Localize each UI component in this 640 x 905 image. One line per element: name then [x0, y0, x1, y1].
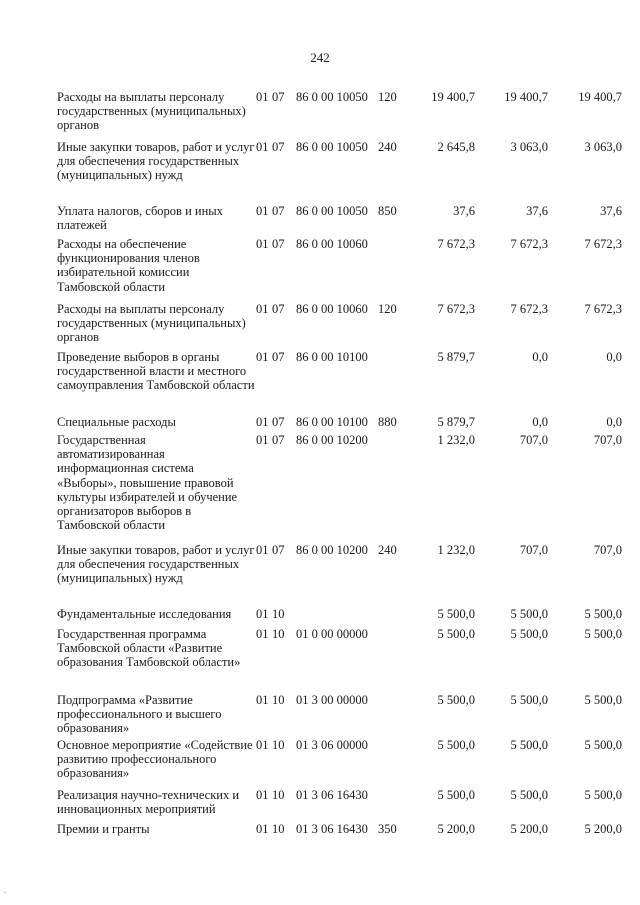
row-section: 01	[256, 822, 269, 836]
row-value-3: 0,0	[606, 350, 622, 364]
row-value-2: 7 672,3	[510, 302, 548, 316]
row-subsection: 07	[272, 433, 285, 447]
scan-mark: .	[4, 886, 6, 895]
row-name: Уплата налогов, сборов и иных платежей	[57, 204, 223, 233]
row-value-3: 5 500,0	[584, 788, 622, 802]
row-target-code: 01 3 06 16430	[296, 788, 368, 802]
row-value-1: 1 232,0	[437, 433, 475, 447]
row-value-1: 5 500,0	[437, 693, 475, 707]
row-name: Премии и гранты	[57, 822, 150, 836]
row-target-code: 86 0 00 10100	[296, 415, 368, 429]
row-value-3: 7 672,3	[584, 302, 622, 316]
row-section: 01	[256, 788, 269, 802]
row-subsection: 07	[272, 350, 285, 364]
row-expense-type: 850	[378, 204, 397, 218]
row-value-2: 19 400,7	[504, 90, 548, 104]
row-subsection: 10	[272, 607, 285, 621]
row-name: Основное мероприятие «Содействие развитию профессионального образования»	[57, 738, 253, 781]
row-section: 01	[256, 350, 269, 364]
row-target-code: 86 0 00 10100	[296, 350, 368, 364]
row-value-2: 707,0	[519, 543, 548, 557]
row-section: 01	[256, 738, 269, 752]
row-value-1: 5 500,0	[437, 738, 475, 752]
row-section: 01	[256, 140, 269, 154]
row-value-2: 5 500,0	[510, 693, 548, 707]
row-expense-type: 120	[378, 90, 397, 104]
row-section: 01	[256, 90, 269, 104]
row-section: 01	[256, 415, 269, 429]
row-name: Иные закупки товаров, работ и услуг для обеспечения государственных (муниципальных) нужд	[57, 543, 255, 586]
row-target-code: 01 3 00 00000	[296, 693, 368, 707]
row-name: Государственная программа Тамбовской области «Развитие образования Тамбовской области»	[57, 627, 241, 670]
row-section: 01	[256, 302, 269, 316]
row-target-code: 86 0 00 10060	[296, 237, 368, 251]
row-name: Реализация научно-технических и инновационных мероприятий	[57, 788, 240, 817]
row-value-1: 5 200,0	[437, 822, 475, 836]
row-section: 01	[256, 693, 269, 707]
page-number: 242	[310, 50, 330, 65]
row-target-code: 86 0 00 10200	[296, 543, 368, 557]
row-subsection: 07	[272, 302, 285, 316]
row-expense-type: 880	[378, 415, 397, 429]
row-name: Иные закупки товаров, работ и услуг для обеспечения государственных (муниципальных) нужд	[57, 140, 255, 183]
row-target-code: 86 0 00 10200	[296, 433, 368, 447]
row-expense-type: 120	[378, 302, 397, 316]
row-section: 01	[256, 204, 269, 218]
row-value-1: 5 500,0	[437, 607, 475, 621]
row-value-3: 707,0	[593, 433, 622, 447]
row-value-1: 37,6	[453, 204, 475, 218]
row-subsection: 10	[272, 788, 285, 802]
row-value-2: 5 500,0	[510, 738, 548, 752]
row-value-1: 5 500,0	[437, 788, 475, 802]
row-value-3: 7 672,3	[584, 237, 622, 251]
row-name: Подпрограмма «Развитие профессионального и высшего образования»	[57, 693, 222, 736]
row-value-3: 5 500,0	[584, 738, 622, 752]
row-value-1: 2 645,8	[437, 140, 475, 154]
row-expense-type: 350	[378, 822, 397, 836]
row-subsection: 07	[272, 204, 285, 218]
row-name: Государственная автоматизированная информационная система «Выборы», повышение правовой культуры избирателей и обучение организаторов выборов в Тамбовской области	[57, 433, 238, 533]
row-target-code: 86 0 00 10060	[296, 302, 368, 316]
row-value-3: 5 500,0	[584, 607, 622, 621]
row-name: Расходы на обеспечение функционирования членов избирательной комиссии Тамбовской области	[57, 237, 200, 294]
row-subsection: 10	[272, 627, 285, 641]
row-value-1: 7 672,3	[437, 302, 475, 316]
row-value-2: 5 500,0	[510, 607, 548, 621]
row-subsection: 10	[272, 693, 285, 707]
row-value-3: 19 400,7	[578, 90, 622, 104]
row-value-3: 3 063,0	[584, 140, 622, 154]
row-value-2: 37,6	[526, 204, 548, 218]
row-target-code: 01 0 00 00000	[296, 627, 368, 641]
row-target-code: 01 3 06 00000	[296, 738, 368, 752]
row-name: Фундаментальные исследования	[57, 607, 232, 621]
row-subsection: 07	[272, 90, 285, 104]
row-name: Расходы на выплаты персоналу государственных (муниципальных) органов	[57, 302, 246, 345]
row-name: Проведение выборов в органы государственной власти и местного самоуправления Тамбовской области	[57, 350, 255, 393]
row-value-2: 5 500,0	[510, 627, 548, 641]
row-value-2: 5 500,0	[510, 788, 548, 802]
row-value-3: 37,6	[600, 204, 622, 218]
row-section: 01	[256, 237, 269, 251]
row-section: 01	[256, 543, 269, 557]
row-value-1: 5 500,0	[437, 627, 475, 641]
row-subsection: 07	[272, 140, 285, 154]
row-subsection: 07	[272, 415, 285, 429]
row-value-2: 707,0	[519, 433, 548, 447]
row-value-2: 3 063,0	[510, 140, 548, 154]
row-value-2: 7 672,3	[510, 237, 548, 251]
row-value-2: 0,0	[532, 350, 548, 364]
row-value-1: 1 232,0	[437, 543, 475, 557]
row-subsection: 10	[272, 822, 285, 836]
row-target-code: 86 0 00 10050	[296, 90, 368, 104]
row-value-2: 0,0	[532, 415, 548, 429]
row-section: 01	[256, 607, 269, 621]
row-target-code: 01 3 06 16430	[296, 822, 368, 836]
row-value-3: 5 200,0	[584, 822, 622, 836]
row-subsection: 07	[272, 543, 285, 557]
row-value-3: 707,0	[593, 543, 622, 557]
row-target-code: 86 0 00 10050	[296, 204, 368, 218]
row-value-3: 5 500,0	[584, 627, 622, 641]
row-expense-type: 240	[378, 140, 397, 154]
row-value-3: 0,0	[606, 415, 622, 429]
row-value-1: 5 879,7	[437, 415, 475, 429]
row-value-1: 7 672,3	[437, 237, 475, 251]
row-name: Расходы на выплаты персоналу государственных (муниципальных) органов	[57, 90, 246, 133]
row-section: 01	[256, 627, 269, 641]
row-value-3: 5 500,0	[584, 693, 622, 707]
row-target-code: 86 0 00 10050	[296, 140, 368, 154]
row-section: 01	[256, 433, 269, 447]
row-value-1: 19 400,7	[431, 90, 475, 104]
row-value-1: 5 879,7	[437, 350, 475, 364]
row-expense-type: 240	[378, 543, 397, 557]
row-value-2: 5 200,0	[510, 822, 548, 836]
row-subsection: 07	[272, 237, 285, 251]
row-subsection: 10	[272, 738, 285, 752]
row-name: Специальные расходы	[57, 415, 176, 429]
